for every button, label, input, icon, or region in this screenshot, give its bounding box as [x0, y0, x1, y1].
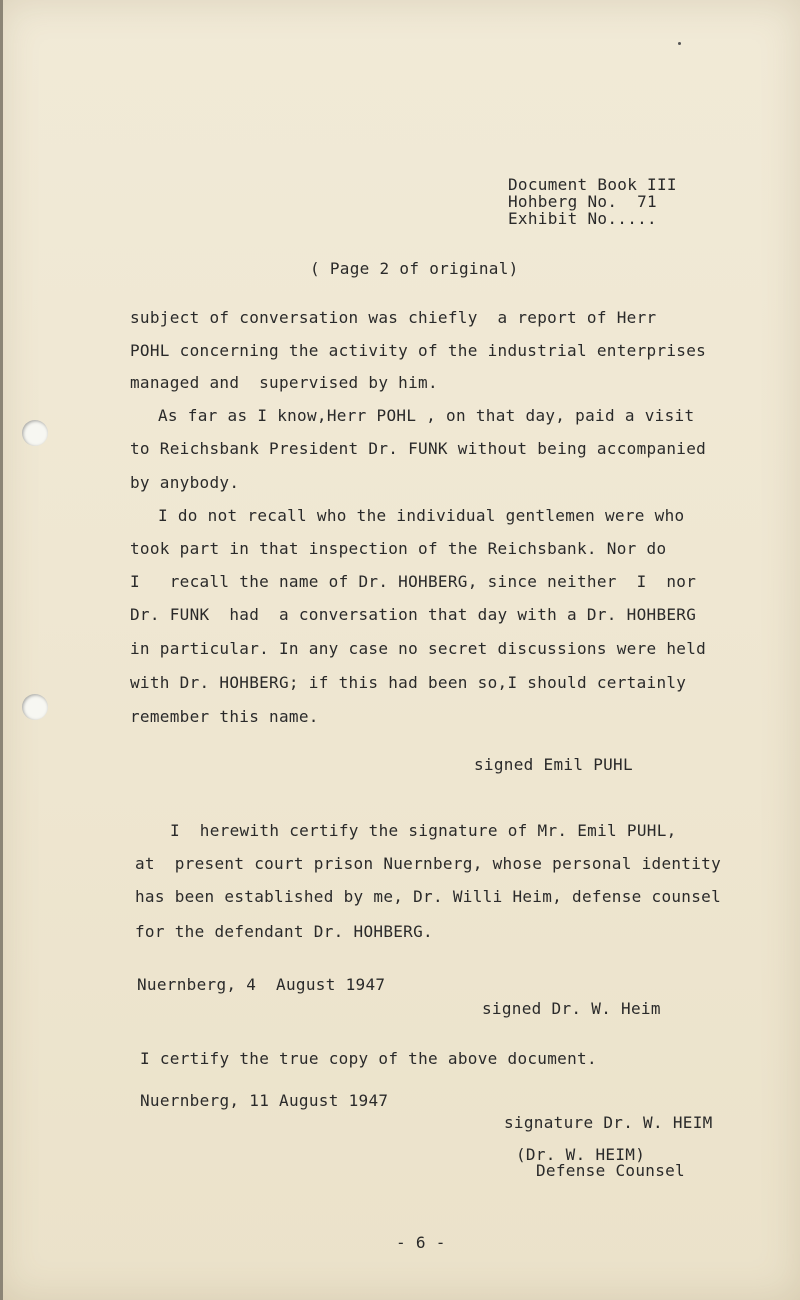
date-nuernberg-11-august: Nuernberg, 11 August 1947	[140, 1091, 389, 1110]
hohberg-number: Hohberg No. 71	[508, 192, 657, 211]
signature-heim: signature Dr. W. HEIM	[504, 1113, 713, 1132]
date-nuernberg-4-august: Nuernberg, 4 August 1947	[137, 975, 386, 994]
true-copy-statement: I certify the true copy of the above document.	[140, 1049, 597, 1068]
body-line-2: POHL concerning the activity of the industrial enterprises	[130, 341, 707, 360]
page-of-original: ( Page 2 of original)	[310, 259, 519, 278]
punch-hole-bottom	[22, 694, 48, 720]
certify-line-1: I herewith certify the signature of Mr. Emil PUHL,	[170, 821, 677, 840]
body-line-10: Dr. FUNK had a conversation that day with a Dr. HOHBERG	[130, 605, 697, 624]
body-line-5: to Reichsbank President Dr. FUNK without being accompanied	[130, 439, 707, 458]
body-line-8: took part in that inspection of the Reichsbank. Nor do	[130, 539, 667, 558]
body-line-13: remember this name.	[130, 707, 319, 726]
punch-hole-top	[22, 420, 48, 446]
exhibit-number: Exhibit No.....	[508, 209, 657, 228]
signatory-name: (Dr. W. HEIM)	[516, 1145, 646, 1164]
certify-line-4: for the defendant Dr. HOHBERG.	[135, 922, 433, 941]
paper-edge	[0, 0, 3, 1300]
page-number: - 6 -	[396, 1233, 446, 1252]
body-line-4: As far as I know,Herr POHL , on that day, paid a visit	[158, 406, 695, 425]
body-line-3: managed and supervised by him.	[130, 373, 438, 392]
signed-heim: signed Dr. W. Heim	[482, 999, 661, 1018]
ink-speck	[678, 42, 681, 45]
body-line-1: subject of conversation was chiefly a report of Herr	[130, 308, 657, 327]
body-line-12: with Dr. HOHBERG; if this had been so,I should certainly	[130, 673, 687, 692]
body-line-6: by anybody.	[130, 473, 240, 492]
body-line-11: in particular. In any case no secret discussions were held	[130, 639, 707, 658]
document-book-label: Document Book III	[508, 175, 677, 194]
certify-line-2: at present court prison Nuernberg, whose personal identity	[135, 854, 722, 873]
body-line-7: I do not recall who the individual gentlemen were who	[158, 506, 685, 525]
certify-line-3: has been established by me, Dr. Willi Heim, defense counsel	[135, 887, 722, 906]
signatory-role: Defense Counsel	[536, 1161, 685, 1180]
signed-puhl: signed Emil PUHL	[474, 755, 633, 774]
body-line-9: I recall the name of Dr. HOHBERG, since neither I nor	[130, 572, 697, 591]
